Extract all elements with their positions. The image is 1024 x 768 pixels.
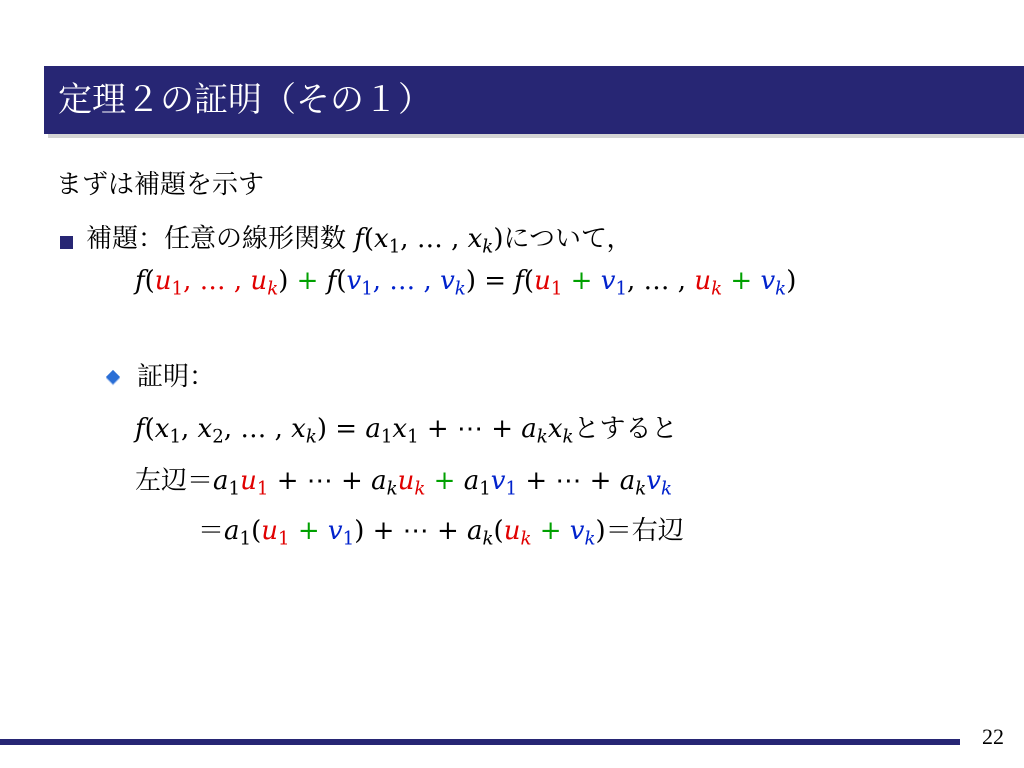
square-bullet-icon: [60, 236, 73, 249]
intro-text: まずは補題を示す: [56, 170, 265, 200]
proof-equals: ＝: [198, 516, 225, 546]
slide-title: 定理２の証明（その１）: [58, 80, 432, 120]
lemma-function: $f(x_1$, … , $x_k$): [354, 224, 504, 258]
lemma-statement: [86, 222, 632, 256]
proof-line-2: [135, 464, 672, 498]
page-number: 22: [982, 724, 1004, 749]
proof-factored: $a_1(u_1 + v_1)$ + ⋯ + $a_k(u_k + v_k)$: [224, 516, 606, 550]
footer-bar: [0, 739, 960, 745]
lemma-prefix: 補題：任意の線形関数: [86, 224, 355, 254]
proof-rhs-label: ＝右辺: [605, 516, 684, 546]
proof-line-1: [135, 412, 678, 446]
diamond-bullet-icon: [106, 370, 120, 384]
proof-expansion: $a_1u_1$ + ⋯ + $a_ku_k + a_1v_1$ + ⋯ + $a_kv_k$: [213, 466, 672, 500]
lemma-suffix: について，: [503, 224, 633, 254]
proof-lhs-label: 左辺＝: [135, 466, 214, 496]
proof-line-1-text: とすると: [573, 414, 678, 444]
proof-line-3: [198, 514, 684, 548]
title-bar: [44, 66, 1024, 134]
lemma-equation: $f(u_1$, … , $u_k) + f(v_1$, … , $v_k) = f(u_1 + v_1$, … , $u_k + v_k$): [135, 266, 797, 300]
proof-definition: $f(x_1$, $x_2$, … , $x_k) = a_1x_1$ + ⋯ + $a_kx_k$: [135, 414, 574, 448]
proof-label: 証明：: [137, 362, 216, 392]
